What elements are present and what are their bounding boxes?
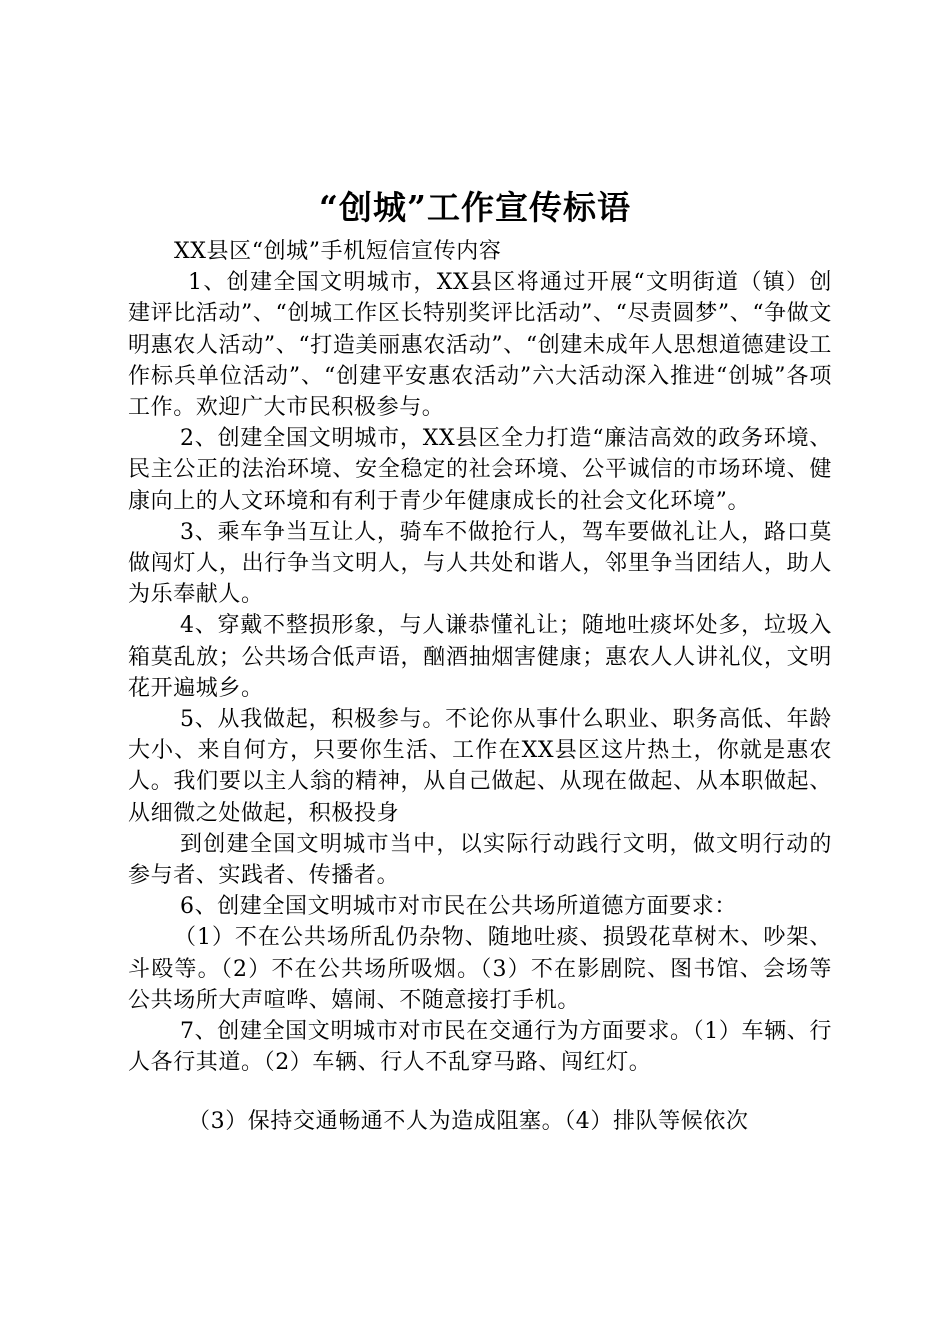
paragraph-item-5: 5、从我做起，积极参与。不论你从事什么职业、职务高低、年龄大小、来自何方，只要你生活、工作在XX县区这片热土，你就是惠农人。我们要以主人翁的精神，从自己做起、从现在做起、从本职做起、从细微之处做起，积极投身 <box>128 707 832 826</box>
paragraph-item-5-continued: 到创建全国文明城市当中，以实际行动践行文明，做文明行动的参与者、实践者、传播者。 <box>128 831 832 889</box>
paragraph-item-4: 4、穿戴不整损形象，与人谦恭懂礼让；随地吐痰坏处多，垃圾入箱莫乱放；公共场合低声语，酗酒抽烟害健康；惠农人人讲礼仪，文明花开遍城乡。 <box>128 613 832 701</box>
paragraph-item-6: 6、创建全国文明城市对市民在公共场所道德方面要求： <box>180 894 737 920</box>
paragraph-item-7-continued: （3）保持交通畅通不人为造成阻塞。（4）排队等候依次 <box>188 1109 749 1135</box>
paragraph-item-7: 7、创建全国文明城市对市民在交通行为方面要求。（1）车辆、行人各行其道。（2）车辆、行人不乱穿马路、闯红灯。 <box>128 1019 832 1076</box>
paragraph-item-3: 3、乘车争当互让人，骑车不做抢行人，驾车要做礼让人，路口莫做闯灯人，出行争当文明人，与人共处和谐人，邻里争当团结人，助人为乐奉献人。 <box>128 519 832 608</box>
paragraph-subtitle: XX县区“创城”手机短信宣传内容 <box>174 239 502 264</box>
document-title: “创城”工作宣传标语 <box>319 188 631 227</box>
paragraph-item-2: 2、创建全国文明城市，XX县区全力打造“廉洁高效的政务环境、民主公正的法治环境、安全稳定的社会环境、公平诚信的市场环境、健康向上的人文环境和有利于青少年健康成长的社会文化环境”。 <box>128 426 832 514</box>
paragraph-item-1: 1、创建全国文明城市，XX县区将通过开展“文明街道（镇）创建评比活动”、“创城工作区长特别奖评比活动”、“尽责圆梦”、“争做文明惠农人活动”、“打造美丽惠农活动”、“创建未成年人思想道德建设工作标兵单位活动”、“创建平安惠农活动”六大活动深入推进“创城”各项工作。欢迎广大市民积极参与。 <box>128 270 832 421</box>
paragraph-item-6-details: （1）不在公共场所乱仍杂物、随地吐痰、损毁花草树木、吵架、斗殴等。（2）不在公共场所吸烟。（3）不在影剧院、图书馆、会场等公共场所大声喧哗、嬉闹、不随意接打手机。 <box>128 925 832 1013</box>
document-body <box>128 236 832 1138</box>
